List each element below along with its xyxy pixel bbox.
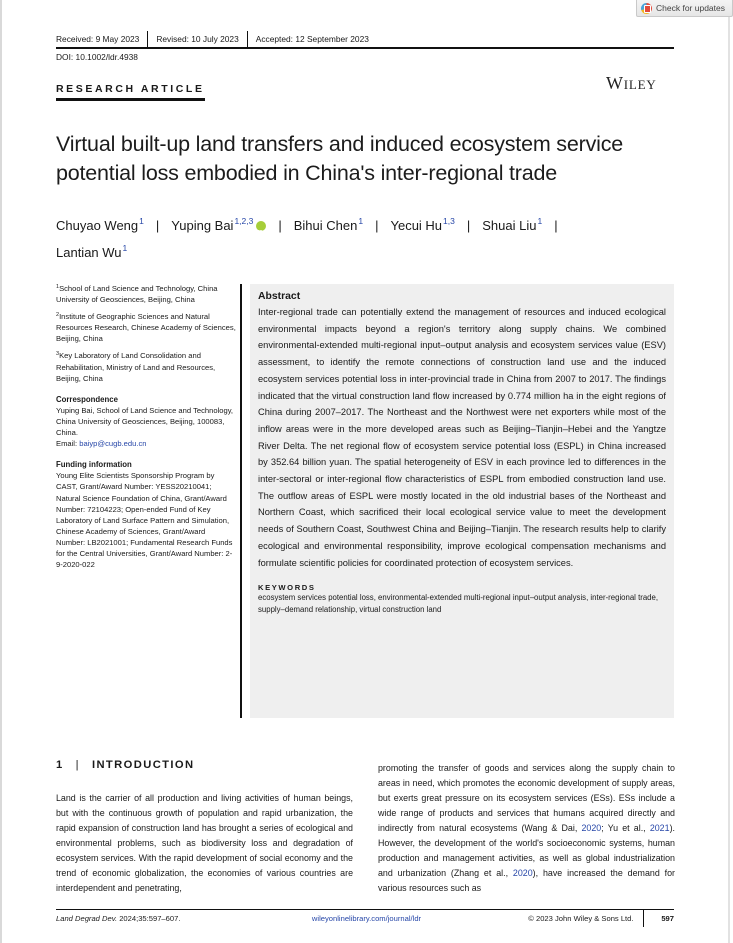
author-name: Bihui Chen [293,218,358,233]
author-separator: | [278,218,282,233]
citation-link[interactable]: 2021 [649,823,670,833]
author[interactable] [171,218,266,233]
journal-url-link[interactable]: wileyonlinelibrary.com/journal/ldr [311,914,422,923]
author-separator: | [155,218,160,233]
journal-citation [56,914,256,923]
copyright: © 2023 John Wiley & Sons Ltd. [528,914,634,923]
article-title: Virtual built-up land transfers and induced ecosystem service potential loss embodied in China's inter-regional trade [56,132,624,185]
author-name: Chuyao Weng [56,218,139,233]
author-name: Yecui Hu [390,218,443,233]
author-name: Yuping Bai [171,218,234,233]
author-separator: | [375,218,379,233]
history-dates [56,31,674,49]
author-affiliation-ref[interactable]: 1,3 [443,216,455,226]
journal-name: Land Degrad Dev. [56,914,118,923]
journal-volume: 2024;35:597–607. [119,914,181,923]
keywords-heading: KEYWORDS [258,583,316,593]
page-edge-right [728,0,730,943]
received-date: Received: 9 May 2023 [56,34,140,44]
doi[interactable]: DOI: 10.1002/ldr.4938 [56,52,138,62]
orcid-icon[interactable] [256,221,266,231]
affiliation-number: 1 [56,284,60,290]
affiliation-text: Institute of Geographic Sciences and Natural Resources Research, Chinese Academy of Sciences, Beijing, China [56,312,236,344]
author-affiliation-ref[interactable]: 1 [537,216,543,226]
abstract-box [250,284,674,718]
body-text: ; Yu et al., [601,823,650,833]
article-type: RESEARCH ARTICLE [56,83,205,101]
section-number: 1 [56,759,64,771]
check-for-updates-label: Check for updates [656,3,725,13]
author-affiliation-ref[interactable]: 1 [358,216,364,226]
section-title: INTRODUCTION [91,759,195,771]
date-divider [247,31,248,48]
body-text: ). However, the development of the world's socioeconomic systems, human production and management activities, as well as global industrialization and urbanization (Zhang et al., [378,823,675,878]
body-text: ), have increased the demand for various resources such as [378,868,675,893]
author-name: Shuai Liu [482,218,537,233]
revised-date: Revised: 10 July 2023 [156,34,239,44]
correspondence-heading: Correspondence [56,394,118,404]
check-for-updates-button[interactable] [636,0,733,17]
funding-heading: Funding information [56,460,132,470]
abstract-rule [240,284,242,718]
page-edge-left [0,0,2,943]
page-number: 597 [661,914,674,923]
body-column-right [378,761,675,896]
affiliation-number: 3 [56,351,60,358]
author-list [56,210,676,264]
author[interactable] [294,218,363,233]
author-affiliation-ref[interactable]: 1,2,3 [234,216,254,226]
author-affiliation-ref[interactable]: 1 [122,243,128,253]
correspondence-text: Yuping Bai, School of Land Science and Technology, China University of Geosciences, Beijing, 100083, China. [56,405,234,438]
article-sidebar [56,282,236,570]
author[interactable] [56,218,144,233]
author[interactable] [482,218,542,233]
accepted-date: Accepted: 12 September 2023 [255,34,369,44]
citation-link[interactable]: 2020 [512,868,533,878]
email-label: Email: [56,439,78,449]
keywords-list: ecosystem services potential loss, environmental-extended multi-regional input–output analysis, inter-regional trade, supply–demand relationship, virtual construction land [258,593,659,614]
author[interactable] [56,245,127,260]
affiliation-text: Key Laboratory of Land Consolidation and Rehabilitation, Ministry of Land and Resources, Beijing, China [56,351,216,383]
author-name: Lantian Wu [56,245,122,260]
citation-link[interactable]: 2020 [581,823,602,833]
section-heading [56,759,195,771]
body-column-left: Land is the carrier of all production and living activities of human beings, but with the continuous growth of population and rapid urbanization, the rapid expansion of construction land has brought a series of ecological and environmental problems, such as biodiversity loss and degradation of ecosystem services. With the rapid development of social economy and the trend of economic globalization, the economies of various countries are interdependent and penetrating, [56,793,353,893]
affiliation-number: 2 [56,312,60,319]
page-footer [56,909,674,927]
author-separator: | [554,218,558,233]
crossmark-icon [641,3,652,14]
correspondence-email-line [56,438,236,449]
author-separator: | [466,218,471,233]
body-text: promoting the transfer of goods and services along the supply chain to areas in need, which promotes the economic development of supply areas, but exerts great pressure on its ecosystem services (ESs). ESs include a wide range of products and services that humans acquired directly and indirectly from natural ecosystems (Wang & Dai, [378,763,675,833]
author[interactable] [390,218,454,233]
affiliation [56,349,236,383]
affiliation [56,282,236,305]
section-separator: | [75,759,80,771]
abstract-heading: Abstract [258,291,301,302]
affiliation-text: School of Land Science and Technology, China University of Geosciences, Beijing, China [56,284,218,305]
affiliation [56,310,236,344]
email-link[interactable]: baiyp@cugb.edu.cn [79,439,147,449]
date-divider [147,31,148,48]
author-affiliation-ref[interactable]: 1 [139,216,144,226]
funding-text: Young Elite Scientists Sponsorship Program by CAST, Grant/Award Number: YESS20210041; Natural Science Foundation of China, Grant/Award Number: 72104223; Open-ended Fund of Key Laboratory of Land Surface Pattern and Simulation, Chinese Academy of Sciences, Grant/Award Number: LB2021001; Fundamental Research Funds for the Central Universities, Grant/Award Number: 2-9-2020-022 [56,471,233,570]
abstract-text: Inter-regional trade can potentially extend the management of resources and induced ecological environmental impacts beyond a region's territory along supply chains. We combined environmental-extended multi-regional input–output analysis and ecosystem services value (ESV) assessment, to identify the remote connections of construction land use and the induced ecosystem services potential loss in inter-provincial trade in China from 2007 to 2017. The findings indicated that the virtual construction land flow increased by 0.774 million ha in the eight regions of China during 2007–2017. The Northeast and the Northwest were net exporters while most of the inflow areas were in the more developed areas such as Beijing–Tianjin–Hebei and the Yangtze River Delta. The net regional flow of ecosystem service potential loss (ESPL) in China increased by 352.64 billion yuan. The spatial heterogeneity of ESV in each province led to differences in the inter-sectoral or inter-regional flow characteristics of ESPL from embodied construction land use. The outflow areas of ESPL were mostly located in the old industrial bases of the Northeast and Northern Coast, which sacrificed their local ecological service value to meet the development needs of Southern Coast, Southwest China and Beijing–Tianjin. The research results help to clarify ecological and environmental responsibility, improve ecological compensation mechanisms and formulate scientific policies for coordinated protection of ecosystem services. [258,307,666,568]
wiley-logo: Wiley [606,73,657,93]
